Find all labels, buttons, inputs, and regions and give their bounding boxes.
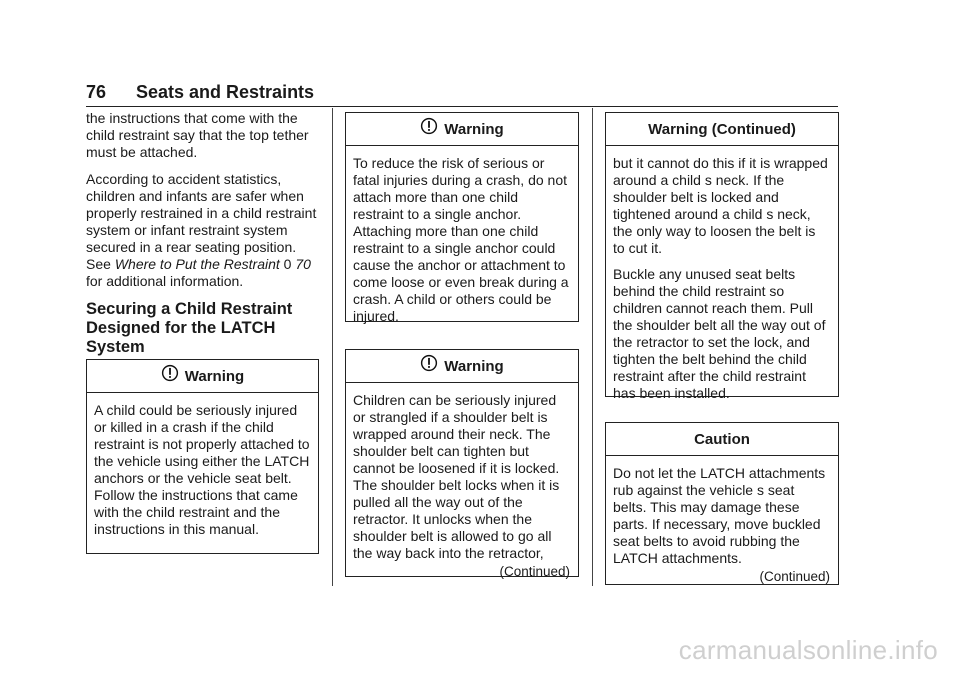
- warning-continued-box: [605, 112, 839, 401]
- where-to-put-restraint-link[interactable]: Where to Put the Restraint: [114, 256, 280, 272]
- caution-body: [606, 456, 838, 591]
- warning-header: [346, 350, 578, 383]
- warning-body: To reduce the risk of serious or fatal injuries during a crash, do not attach more than one child restraint to a single anchor. Attaching more than one child restraint to a single anchor could cause the anchor or attachment to come loose or even break during a crash. A child or others could be injured.: [353, 155, 569, 324]
- reference-arrow: 0: [283, 256, 292, 272]
- warning-title: Warning: [444, 357, 504, 375]
- warning-icon: [420, 117, 438, 135]
- page-number: 76: [86, 82, 107, 102]
- statistics-text-end: for additional information.: [86, 273, 244, 289]
- page-header: [86, 82, 838, 107]
- warning-text: Children can be seriously injured or strangled if a shoulder belt is wrapped around their neck. The shoulder belt can tighten but cannot be loosened if it is locked. The shoulder belt locks when it is pulled all the way out of the retractor. It unlocks when the shoulder belt is allowed to go all the way back into the retractor,: [353, 392, 560, 561]
- column-divider-left: [332, 108, 333, 586]
- statistics-text: According to accident statistics, children and infants are safer when properly restrained in a child restraint system or infant restraint system secured in a rear seating position. See: [86, 171, 317, 272]
- warning-icon: [161, 364, 179, 382]
- continued-label: (Continued): [499, 564, 570, 579]
- warning-box-anchor: [345, 112, 579, 322]
- column-divider-right: [592, 108, 593, 586]
- warning-body: [606, 146, 838, 408]
- reference-page[interactable]: 70: [295, 256, 311, 272]
- warning-paragraph: but it cannot do this if it is wrapped around a child s neck. If the shoulder belt is locked and tightened around a child s neck, the only way to loosen the belt is to cut it.: [613, 155, 828, 256]
- continued-label: (Continued): [759, 569, 830, 584]
- section-title: Seats and Restraints: [136, 82, 315, 102]
- warning-title: Warning (Continued): [648, 120, 796, 138]
- warning-icon: [420, 354, 438, 372]
- column-left: [86, 110, 322, 373]
- warning-box-shoulder-belt: [345, 349, 579, 577]
- caution-header: [606, 423, 838, 456]
- statistics-paragraph: [86, 171, 322, 290]
- watermark: carmanualsonline.info: [678, 635, 938, 665]
- warning-header: [606, 113, 838, 146]
- caution-text: Do not let the LATCH attachments rub against the vehicle s seat belts. This may damage these parts. If necessary, move buckled seat belts to avoid rubbing the LATCH attachments.: [613, 465, 826, 566]
- warning-header: [87, 360, 318, 393]
- warning-body: A child could be seriously injured or killed in a crash if the child restraint is not properly attached to the vehicle using either the LATCH anchors or the vehicle seat belt. Follow the instructions that came with the child restraint and the instructions in this manual.: [94, 402, 310, 537]
- warning-box-latch: [86, 359, 319, 554]
- caution-box: [605, 422, 839, 585]
- warning-header: [346, 113, 578, 146]
- warning-title: Warning: [184, 367, 245, 385]
- warning-body: [346, 383, 578, 586]
- warning-paragraph: Buckle any unused seat belts behind the child restraint so children cannot reach them. Pull the shoulder belt all the way out of the retractor to set the lock, and tighten the belt behind the child restraint after the child restraint has been installed.: [613, 266, 826, 401]
- intro-paragraph: the instructions that come with the child restraint say that the top tether must be attached.: [86, 110, 309, 160]
- latch-heading: Securing a Child Restraint Designed for the LATCH System: [86, 300, 293, 356]
- caution-title: Caution: [694, 430, 750, 448]
- warning-title: Warning: [444, 120, 504, 138]
